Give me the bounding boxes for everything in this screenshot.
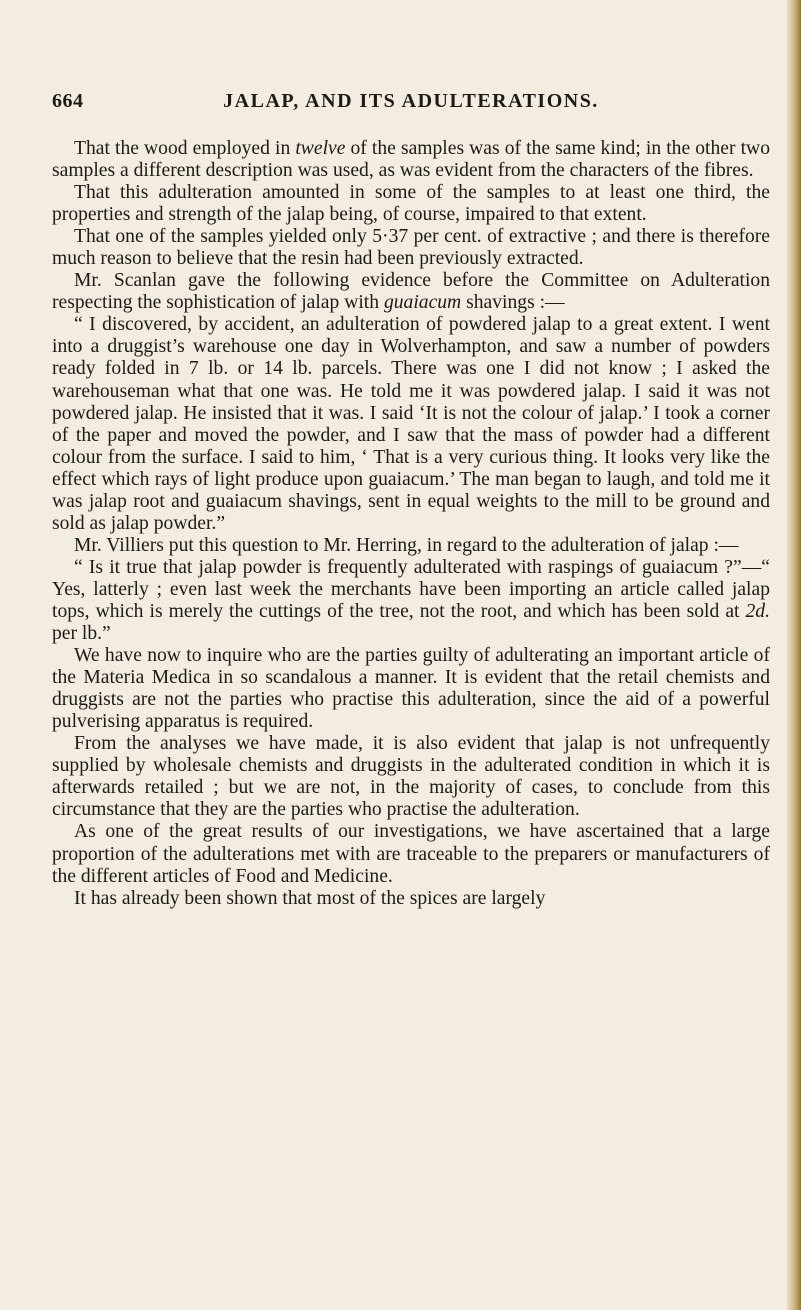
text-segment: shavings :— [461, 292, 565, 314]
text-segment: of the samples was of the same kind; in the other two samples a different description was used, as was evident from the characters of the fibres. [52, 138, 770, 182]
text-segment: That this adulteration amounted in some of the samples to at least one third, the properties and strength of the jalap being, of course, impaired to that extent. [52, 182, 770, 226]
text-segment: From the analyses we have made, it is also evident that jalap is not unfrequently supplied by wholesale chemists and druggists in the adulterated condition in which it is afterwards retailed ; but we are not, in the majority of cases, to conclude from this circumstance that they are the parties who practise the adulteration. [52, 733, 770, 821]
paragraph-analyses [52, 733, 770, 821]
paragraph-spices [52, 888, 770, 910]
text-segment: “ I discovered, by accident, an adulteration of powdered jalap to a great extent. I went into a druggist’s warehouse one day in Wolverhampton, and saw a number of powders ready folded in 7 lb. or 14 lb. parcels. There was one I did not know ; I asked the warehouseman what that one was. He told me it was powdered jalap. I said it was not powdered jalap. He insisted that it was. I said ‘It is not the colour of jalap.’ I took a corner of the paper and moved the powder, and I saw that the mass of powder had a different colour from the surface. I said to him, ‘ That is a very curious thing. It looks very like the effect which rays of light produce upon guaiacum.’ The man began to laugh, and told me it was jalap root and guaiacum shavings, sent in equal weights to the mill to be ground and sold as jalap powder.” [52, 314, 770, 534]
book-page [52, 90, 770, 910]
paragraph-one-third [52, 182, 770, 226]
text-segment: We have now to inquire who are the parties guilty of adulterating an important article of the Materia Medica in so scandalous a manner. It is evident that the retail chemists and druggists are not the parties who practise this adulteration, since the aid of a powerful pulverising apparatus is required. [52, 645, 770, 733]
paragraph-parties-guilty [52, 645, 770, 733]
body-text [52, 138, 770, 910]
paragraph-scanlan-quote [52, 314, 770, 534]
paragraph-extractive [52, 226, 770, 270]
paragraph-samples-wood [52, 138, 770, 182]
text-segment: That the wood employed in [74, 138, 296, 159]
text-segment: Mr. Scanlan gave the following evidence before the Committee on Adulteration respecting the sophistication of jalap with [52, 270, 770, 314]
running-head [52, 90, 770, 124]
paragraph-villiers [52, 535, 770, 557]
italic-text: twelve [295, 138, 346, 159]
paragraph-great-results [52, 821, 770, 887]
page-edge [787, 0, 801, 1310]
text-segment: per lb.” [52, 623, 111, 645]
text-segment: That one of the samples yielded only 5·37 per cent. of extractive ; and there is therefore much reason to believe that the resin had been previously extracted. [52, 226, 770, 270]
paragraph-herring-quote [52, 557, 770, 645]
paragraph-scanlan-intro [52, 270, 770, 314]
text-segment: As one of the great results of our investigations, we have ascertained that a large proportion of the adulterations met with are traceable to the preparers or manufacturers of the different articles of Food and Medicine. [52, 821, 770, 887]
running-title: JALAP, AND ITS ADULTERATIONS. [223, 90, 599, 112]
italic-text: 2d. [745, 600, 770, 622]
text-segment: “ Is it true that jalap powder is frequently adulterated with raspings of guaiacum ?”—“ Yes, latterly ; even last week the merchants have been importing an article called jalap tops, which is merely the cuttings of the tree, not the root, and which has been sold at [52, 556, 770, 622]
italic-text: guaiacum [383, 292, 462, 314]
text-segment: Mr. Villiers put this question to Mr. Herring, in regard to the adulteration of jalap :— [74, 534, 739, 556]
text-segment: It has already been shown that most of the spices are largely [74, 887, 546, 909]
page-number: 664 [52, 90, 84, 112]
